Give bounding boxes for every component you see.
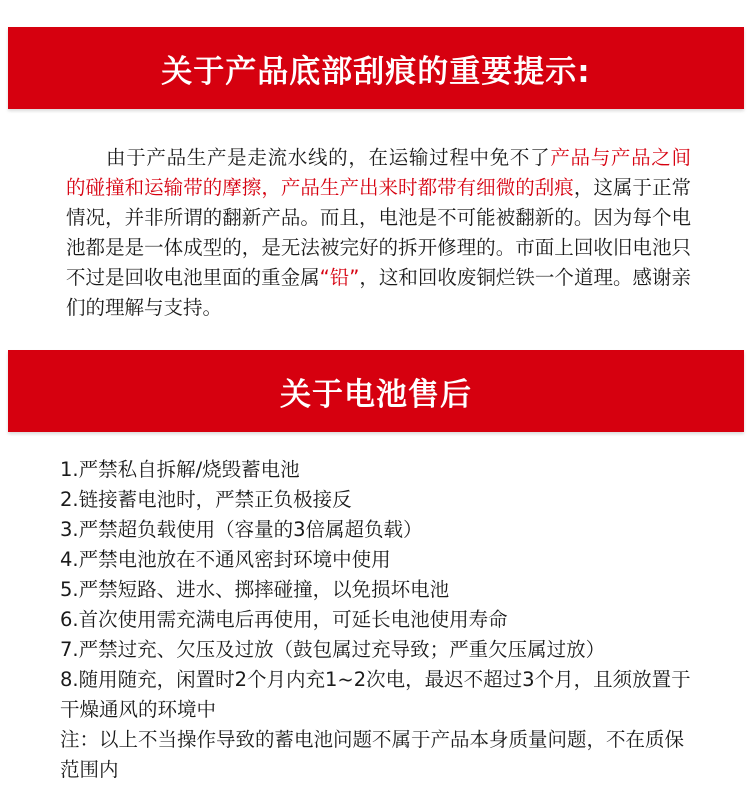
after-sales-banner [8,350,744,432]
rule-item-6: 6.首次使用需充满电后再使用，可延长电池使用寿命 [60,608,508,631]
rule-item-5: 5.严禁短路、进水、掷摔碰撞，以免损坏电池 [60,578,450,601]
scratch-notice-title: 关于产品底部刮痕的重要提示: [161,53,591,90]
rule-item-8: 8.随用随充，闲置时2个月内充1~2次电，最迟不超过3个月，且须放置于干燥通风的环境中 [60,668,691,721]
intro-text-2: ，这属于正常情况，并非所谓的翻新产品。而且，电池是不可能被翻新的。因为每个电池都是是一体成型的，是无法被完好的拆开修理的。市面上回收旧电池只不过是回收电池里面的重金属 [66,176,691,289]
rule-item-1: 1.严禁私自拆解/烧毁蓄电池 [60,458,300,481]
intro-text-1: 由于产品生产是走流水线的，在运输过程中免不了 [106,146,551,169]
scratch-notice-paragraph [66,143,691,323]
rule-item-7: 7.严禁过充、欠压及过放（鼓包属过充导致；严重欠压属过放） [60,638,606,661]
after-sales-rules-list [60,455,696,785]
rule-item-3: 3.严禁超负载使用（容量的3倍属超负载） [60,518,423,541]
rule-item-2: 2.链接蓄电池时，严禁正负极接反 [60,488,352,511]
intro-highlight-lead: “铅” [319,266,360,289]
rule-item-4: 4.严禁电池放在不通风密封环境中使用 [60,548,391,571]
after-sales-title: 关于电池售后 [280,376,472,413]
warranty-note: 注：以上不当操作导致的蓄电池问题不属于产品本身质量问题，不在质保范围内 [60,728,685,781]
intro-highlight-scratch: 产品与产品之间的碰撞和运输带的摩擦，产品生产出来时都带有细微的刮痕 [66,146,691,199]
scratch-notice-banner [8,27,744,109]
intro-text-3: ，这和回收废铜烂铁一个道理。感谢亲们的理解与支持。 [66,266,691,319]
